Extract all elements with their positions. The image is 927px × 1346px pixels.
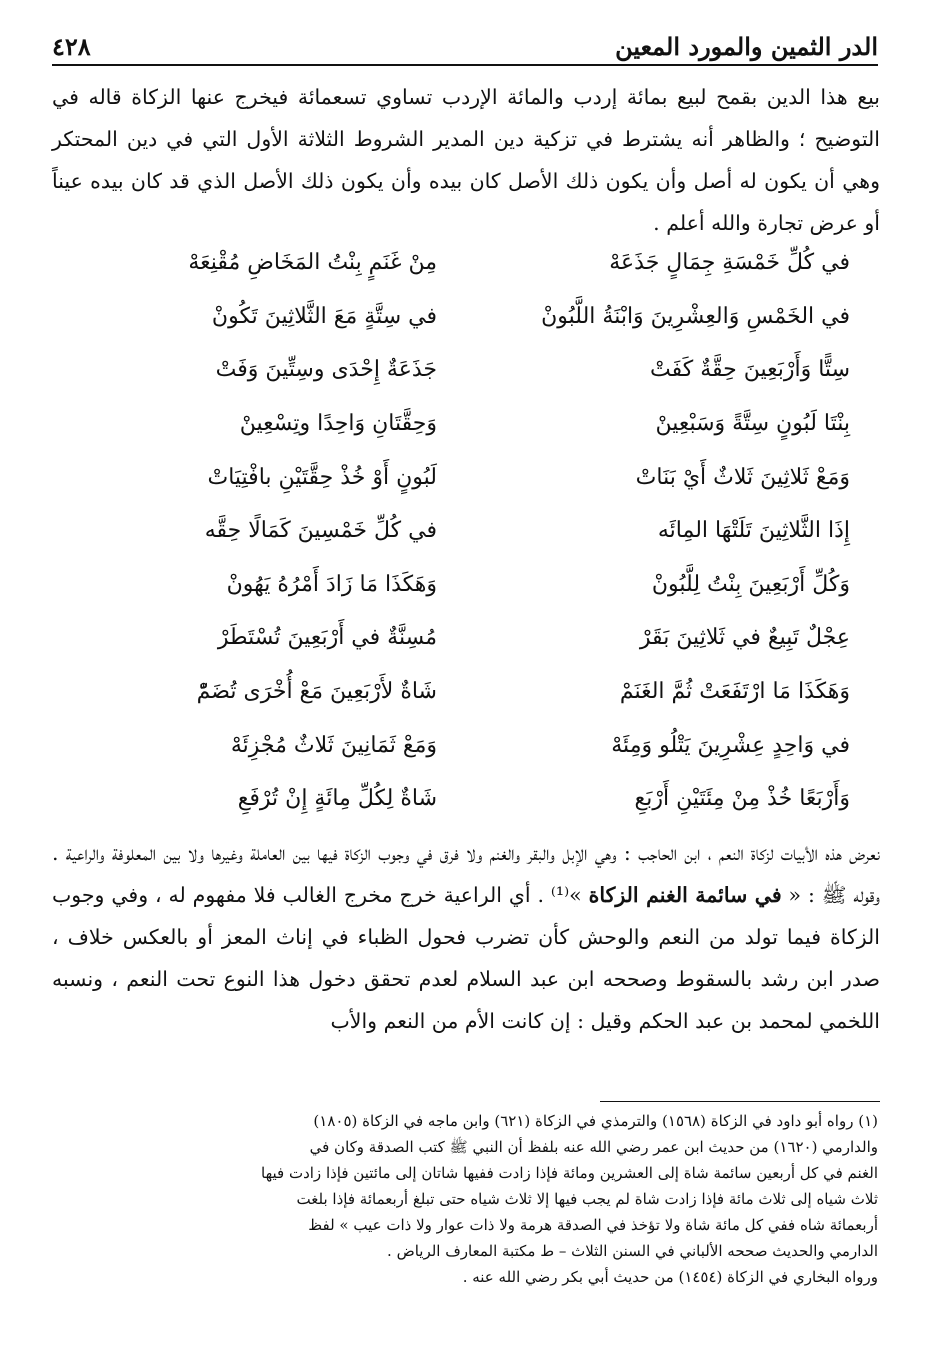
second-hemistich: شَاةٌ لِكُلِّ مِائَةٍ إِنْ تُرْفَعِ	[237, 786, 437, 812]
commentary-text-2: »⁽¹⁾ . أي الراعية خرج مخرج الغالب فلا مفهوم له ، وفي وجوب الزكاة فيما تولد من النعم والوحش كأن تضرب فحول الظباء في إناث المعز أو بالعكس خلاف ، صدر ابن رشد بالسقوط وصححه ابن عبد السلام لعدم تحقق دخول هذا النوع تحت النعم ، ونسبه اللخمي لمحمد بن عبد الحكم وقيل : إن كانت الأم من النعم والأب	[52, 883, 880, 1033]
first-hemistich: في كُلِّ خَمْسَةِ جِمَالٍ جَذَعَهْ	[609, 250, 850, 276]
second-hemistich: في كُلِّ خَمْسِينَ كَمَالًا حِقَّه	[204, 518, 437, 544]
hadith-quote: في سائمة الغنم الزكاة	[588, 883, 782, 907]
second-hemistich: وَهَكَذَا مَا زَادَ أَمْرُهُ يَهُونْ	[226, 571, 437, 597]
first-hemistich: وَكُلِّ أَرْبَعِينَ بِنْتُ لِلَّبُونْ	[651, 571, 850, 597]
first-hemistich: وَهَكَذَا مَا ارْتَفَعَتْ ثُمَّ الغَنَمْ	[619, 679, 850, 705]
page-header	[52, 30, 878, 66]
verse-line	[80, 504, 850, 558]
intro-paragraph: بيع هذا الدين بقمح لبيع بمائة إردب والمائة الإردب تساوي تسعمائة فيخرج عنها الزكاة قاله في التوضيح ؛ والظاهر أنه يشترط في تزكية دين المدير الشروط الثلاثة الأول التي في دين المحتكر وهي أن يكون له أصل وأن يكون ذلك الأصل كان بيده وأن يكون ذلك الأصل الذي قد كان بيده عيناً أو عرض تجارة والله أعلم .	[52, 85, 880, 235]
first-hemistich: وَمَعْ ثَلاثِينَ ثَلاثٌ أَيْ بَنَاتْ	[635, 464, 850, 490]
first-hemistich: وَأَرْبَعًا خُذْ مِنْ مِئَتَيْنِ أَرْبَعِ	[634, 786, 850, 812]
footnote-line: الغنم في كل أربعين سائمة شاة إلى العشرين ومائة فإذا زادت ففيها شاتان إلى مائتين فإذا زادت فيها	[261, 1164, 878, 1182]
second-hemistich: جَذَعَةٌ إِحْدَى وسِتِّينَ وَفَتْ	[215, 357, 437, 383]
second-hemistich: في سِتَّةٍ مَعَ الثَّلاثِينَ تَكُونْ	[211, 303, 437, 329]
commentary-text-1: نعرض هذه الأبيات لزكاة النعم ، ابن الحاجب : وهي الإبل والبقر والغنم ولا فرق في وجوب الزكاة فيها بين العاملة وغيرها ولا بين المعلوفة والراعية . وقوله ﷺ : «	[52, 841, 880, 907]
footnote-line: والدارمي (١٦٢٠) من حديث ابن عمر رضي الله عنه بلفظ أن النبي ﷺ كتب الصدقة وكان في	[309, 1138, 878, 1156]
verse-line	[80, 665, 850, 719]
verse-line	[80, 772, 850, 826]
first-hemistich: بِنْتَا لَبُونٍ سِتَّةً وَسَبْعِينْ	[655, 411, 850, 437]
footnotes	[52, 1108, 878, 1290]
verse-line	[80, 236, 850, 290]
second-hemistich: مُسِنَّةٌ في أَرْبَعِينَ تُسْتَطَرْ	[217, 625, 437, 651]
first-hemistich: في وَاحِدٍ عِشْرِينَ يَتْلُو وَمِئَهْ	[611, 732, 850, 758]
footnote-line: ثلاث شياه إلى ثلاث مائة فإذا زادت شاة لم يجب فيها إلا ثلاث شياه حتى تبلغ أربعمائة فإذا بلغت	[296, 1190, 878, 1208]
running-title: الدر الثمين والمورد المعين	[615, 32, 878, 61]
verse-line	[80, 343, 850, 397]
verse-line	[80, 718, 850, 772]
first-hemistich: إِذَا الثَّلاثِينَ تَلَتْهَا المِائَه	[657, 518, 850, 544]
verse-line	[80, 450, 850, 504]
verse-line	[80, 290, 850, 344]
verse-line	[80, 397, 850, 451]
first-hemistich: سِتًّا وَأَرْبَعِينَ حِقَّةٌ كَفَتْ	[650, 357, 850, 383]
second-hemistich: شَاةٌ لأَرْبَعِينَ مَعْ أُخْرَى تُضَمّْ	[196, 679, 437, 705]
footnote-line: (١) رواه أبو داود في الزكاة (١٥٦٨) والترمذي في الزكاة (٦٢١) وابن ماجه في الزكاة (١٨٠٥)	[313, 1112, 878, 1130]
commentary-paragraph	[52, 832, 880, 1042]
verse-line	[80, 611, 850, 665]
second-hemistich: وَحِقَّتَانِ وَاحِدًا وتِسْعِينْ	[239, 411, 437, 437]
poem-verses	[80, 236, 850, 826]
footnote-line: الدارمي والحديث صححه الألباني في السنن الثلاث – ط مكتبة المعارف الرياض .	[387, 1242, 878, 1260]
first-hemistich: عِجْلٌ تَبِيعٌ في ثَلاثِينَ بَقَرْ	[639, 625, 850, 651]
second-hemistich: لَبُونٍ أَوْ خُذْ حِقَّتَيْنِ بافْتِيَاتْ	[207, 464, 437, 490]
page-number: ٤٢٨	[52, 32, 91, 61]
second-hemistich: وَمَعْ ثَمَانِينَ ثَلاثٌ مُجْزِئَهْ	[230, 732, 437, 758]
footnote-rule	[600, 1101, 880, 1102]
footnote-line: أربعمائة شاه ففي كل مائة شاة ولا تؤخذ في الصدقة هرمة ولا ذات عوار ولا ذات عيب » لفظ	[308, 1216, 878, 1234]
first-hemistich: في الخَمْسِ وَالعِشْرِينَ وَابْنَةُ اللَّبُونْ	[541, 303, 850, 329]
verse-line	[80, 558, 850, 612]
second-hemistich: مِنْ غَنَمٍ بِنْتُ المَخَاضِ مُقْنِعَهْ	[188, 250, 437, 276]
footnote-line: ورواه البخاري في الزكاة (١٤٥٤) من حديث أبي بكر رضي الله عنه .	[462, 1268, 878, 1286]
